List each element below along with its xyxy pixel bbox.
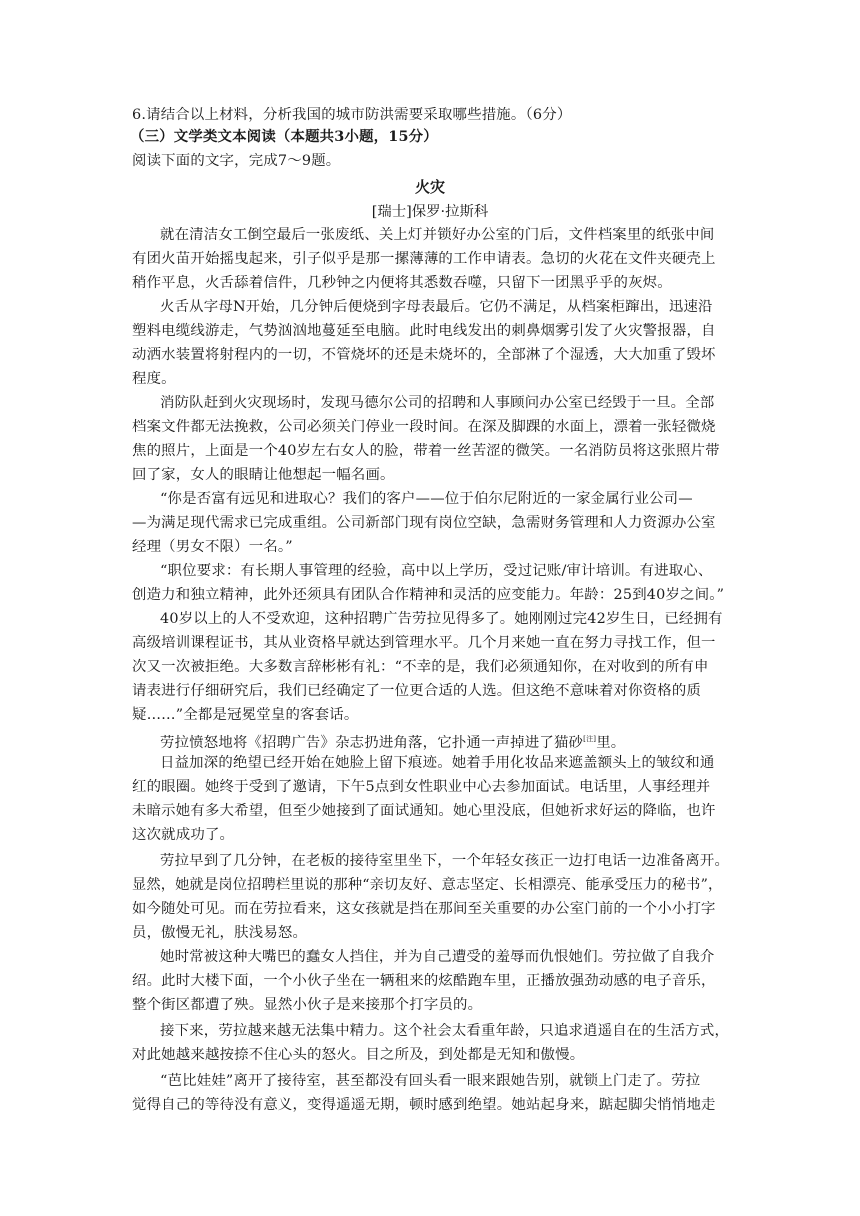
question-6: 6.请结合以上材料，分析我国的城市防洪需要采取哪些措施。（6分） [132, 107, 572, 123]
text-line-end: 里。 [596, 734, 626, 751]
text-line: 显然，她就是岗位招聘栏里说的那种“亲切友好、意志坚定、长相漂亮、能承受压力的秘书”， [132, 877, 723, 893]
text-line: 疑……”全都是冠冕堂皇的客套话。 [132, 707, 359, 723]
text-line: 程度。 [132, 371, 176, 387]
text-line: “你是否富有远见和进取心？我们的客户——位于伯尔尼附近的一家金属行业公司— [160, 491, 693, 507]
story-author: [瑞士]保罗·拉斯科 [371, 204, 489, 220]
footnote-marker: [注] [583, 735, 597, 743]
text-line: 回了家，女人的眼睛让他想起一幅名画。 [132, 467, 395, 483]
story-title: 火灾 [414, 178, 445, 196]
text-line: 塑料电缆线游走，气势汹汹地蔓延至电脑。此时电线发出的刺鼻烟雾引发了火灾警报器，自 [132, 323, 716, 339]
text-line: 火舌从字母N开始，几分钟后便烧到字母表最后。它仍不满足，从档案柜蹿出，迅速沿 [160, 299, 713, 315]
text-line: 如今随处可见。而在劳拉看来，这女孩就是挡在那间至关重要的办公室门前的一个小小打字 [132, 901, 716, 917]
text-line: 就在清洁女工倒空最后一张废纸、关上灯并锁好办公室的门后，文件档案里的纸张中间 [160, 227, 715, 243]
text-line: 次又一次被拒绝。大多数言辞彬彬有礼：“不幸的是，我们必须通知你，在对收到的所有申 [132, 659, 709, 675]
text-line: “芭比娃娃”离开了接待室，甚至都没有回头看一眼来跟她告别，就锁上门走了。劳拉 [160, 1073, 701, 1089]
text-line: 稍作平息，火舌舔着信件，几秒钟之内便将其悉数吞噬，只留下一团黑乎乎的灰烬。 [132, 275, 672, 291]
text-line: 日益加深的绝望已经开始在她脸上留下痕迹。她着手用化妆品来遮盖额头上的皱纹和通 [160, 755, 715, 771]
text-line: 创造力和独立精神，此外还须具有团队合作精神和灵活的应变能力。年龄：25到40岁之间。” [132, 587, 725, 603]
text-line: 觉得自己的等待没有意义，变得遥遥无期，顿时感到绝望。她站起身来，踮起脚尖悄悄地走 [132, 1097, 716, 1113]
text-line: 对此她越来越按捺不住心头的怒火。目之所及，到处都是无知和傲慢。 [132, 1047, 585, 1063]
text-line: 这次就成功了。 [132, 827, 235, 843]
text-line: 她时常被这种大嘴巴的蠢女人挡住，并为自己遭受的羞辱而仇恨她们。劳拉做了自我介 [160, 949, 715, 965]
text-line: 请表进行仔细研究后，我们已经确定了一位更合适的人选。但这绝不意味着对你资格的质 [132, 683, 702, 699]
text-line: —为满足现代需求已完成重组。公司新部门现有岗位空缺，急需财务管理和人力资源办公室 [132, 515, 716, 531]
instruction: 阅读下面的文字，完成7～9题。 [132, 153, 341, 169]
text-line: 消防队赶到火灾现场时，发现马德尔公司的招聘和人事顾问办公室已经毁于一旦。全部 [160, 395, 715, 411]
text-line: 绍。此时大楼下面，一个小伙子坐在一辆租来的炫酷跑车里，正播放强劲动感的电子音乐， [132, 973, 716, 989]
text-line: 员，傲慢无礼，肤浅易怒。 [132, 925, 308, 941]
text-line: 档案文件都无法挽救，公司必须关门停业一段时间。在深及脚踝的水面上，漂着一张轻微烧 [132, 419, 716, 435]
text-line: 整个街区都遭了殃。显然小伙子是来接那个打字员的。 [132, 997, 483, 1013]
text-line: 接下来，劳拉越来越无法集中精力。这个社会太看重年龄，只追求逍遥自在的生活方式， [160, 1023, 730, 1039]
text-line: 40岁以上的人不受欢迎，这种招聘广告劳拉见得多了。她刚刚过完42岁生日，已经拥有 [160, 611, 723, 627]
text-line: 有团火苗开始摇曳起来，引子似乎是那一摞薄薄的工作申请表。急切的火花在文件夹硬壳上 [132, 251, 716, 267]
text-line: 动洒水装置将射程内的一切，不管烧坏的还是未烧坏的，全部淋了个湿透，大大加重了毁坏 [132, 347, 716, 363]
text-line: 未暗示她有多大希望，但至少她接到了面试通知。她心里没底，但她祈求好运的降临，也许 [132, 803, 716, 819]
text-line: 劳拉早到了几分钟，在老板的接待室里坐下，一个年轻女孩正一边打电话一边准备离开。 [160, 853, 730, 869]
text-line: 焦的照片，上面是一个40岁左右女人的脸，带着一丝苦涩的微笑。一名消防员将这张照片带 [132, 443, 720, 459]
text-line: 红的眼圈。她终于受到了邀请，下午5点到女性职业中心去参加面试。电话里，人事经理并 [132, 779, 711, 795]
text-line: 经理（男女不限）一名。” [132, 539, 293, 555]
section-heading: （三）文学类文本阅读（本题共3小题，15分） [130, 128, 438, 145]
text-line-with-footnote [160, 728, 728, 754]
text-line: “职位要求：有长期人事管理的经验，高中以上学历，受过记账/审计培训。有进取心、 [160, 563, 713, 579]
text-line: 劳拉愤怒地将《招聘广告》杂志扔进角落，它扑通一声掉进了猫砂 [160, 734, 584, 751]
text-line: 高级培训课程证书，其从业资格早就达到管理水平。几个月来她一直在努力寻找工作，但一 [132, 635, 716, 651]
